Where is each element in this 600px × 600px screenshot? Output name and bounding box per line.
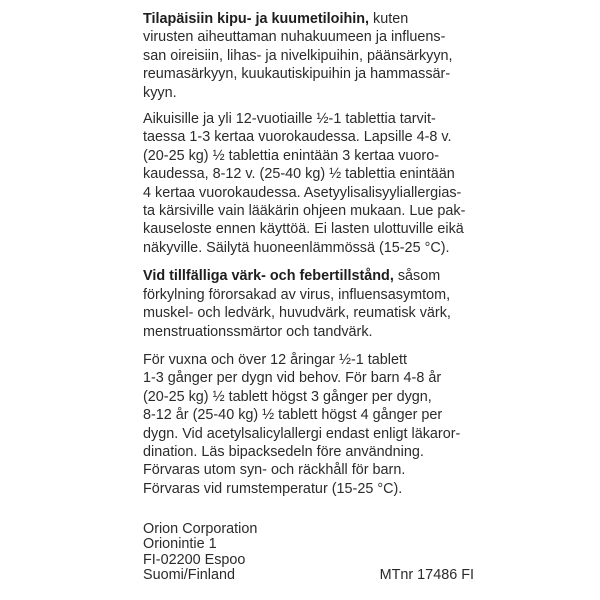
- finnish-dosage-line: 4 kertaa vuorokaudessa. Asetyylisalisyyliallergias-: [143, 184, 462, 201]
- manufacturer-postal: FI-02200 Espoo: [143, 551, 246, 568]
- swedish-dosage-line: dination. Läs bipacksedeln före användning.: [143, 443, 424, 460]
- finnish-indication-paragraph: [143, 10, 473, 102]
- swedish-indication-line: menstruationssmärtor och tandvärk.: [143, 323, 373, 340]
- finnish-indication-line: kyyn.: [143, 84, 177, 101]
- swedish-dosage-line: Förvaras vid rumstemperatur (15-25 °C).: [143, 480, 403, 497]
- finnish-dosage-line: kauseloste ennen käyttöä. Ei lasten ulottuville eikä: [143, 221, 464, 238]
- finnish-dosage-line: taessa 1-3 kertaa vuorokaudessa. Lapsille 4-8 v.: [143, 129, 452, 146]
- mtnr-code: MTnr 17486 FI: [379, 567, 474, 583]
- finnish-dosage-line: näkyville. Säilytä huoneenlämmössä (15-25 °C).: [143, 239, 450, 256]
- swedish-indication-paragraph: [143, 267, 473, 341]
- finnish-dosage-line: ta kärsiville vain lääkärin ohjeen mukaan. Lue pak-: [143, 203, 466, 220]
- swedish-indication-lead: Vid tillfälliga värk- och febertillstånd,: [143, 268, 394, 285]
- manufacturer-street: Orionintie 1: [143, 536, 217, 553]
- swedish-indication-line: muskel- och ledvärk, huvudvärk, reumatisk värk,: [143, 305, 451, 322]
- finnish-indication-line: kuten: [369, 11, 409, 27]
- manufacturer-country: Suomi/Finland: [143, 567, 235, 584]
- finnish-dosage-line: (20-25 kg) ½ tablettia enintään 3 kertaa vuoro-: [143, 147, 439, 164]
- swedish-dosage-line: 1-3 gånger per dygn vid behov. För barn 4-8 år: [143, 370, 442, 387]
- swedish-dosage-line: 8-12 år (25-40 kg) ½ tablett högst 4 gånger per: [143, 407, 443, 424]
- swedish-dosage-line: Förvaras utom syn- och räckhåll för barn.: [143, 462, 406, 479]
- swedish-indication-line: förkylning förorsakad av virus, influensasymtom,: [143, 286, 451, 303]
- swedish-dosage-line: (20-25 kg) ½ tablett högst 3 gånger per dygn,: [143, 388, 432, 405]
- finnish-dosage-line: Aikuisille ja yli 12-vuotiaille ½-1 tablettia tarvit-: [143, 111, 436, 128]
- finnish-dosage-line: kaudessa, 8-12 v. (25-40 kg) ½ tablettia enintään: [143, 166, 455, 183]
- swedish-dosage-paragraph: [143, 351, 473, 498]
- swedish-dosage-line: För vuxna och över 12 åringar ½-1 tablett: [143, 351, 407, 368]
- finnish-indication-line: virusten aiheuttaman nuhakuumeen ja influens-: [143, 29, 446, 46]
- finnish-indication-line: san oireisiin, lihas- ja nivelkipuihin, päänsärkyyn,: [143, 47, 453, 64]
- finnish-dosage-paragraph: [143, 110, 473, 257]
- manufacturer-name: Orion Corporation: [143, 521, 258, 537]
- leaflet-text-column: [143, 10, 473, 498]
- swedish-dosage-line: dygn. Vid acetylsalicylallergi endast enligt läkaror-: [143, 425, 461, 442]
- finnish-indication-lead: Tilapäisiin kipu- ja kuumetiloihin,: [143, 11, 370, 27]
- swedish-indication-line: såsom: [393, 268, 441, 285]
- finnish-indication-line: reumasärkyyn, kuukautiskipuihin ja hammassär-: [143, 66, 451, 83]
